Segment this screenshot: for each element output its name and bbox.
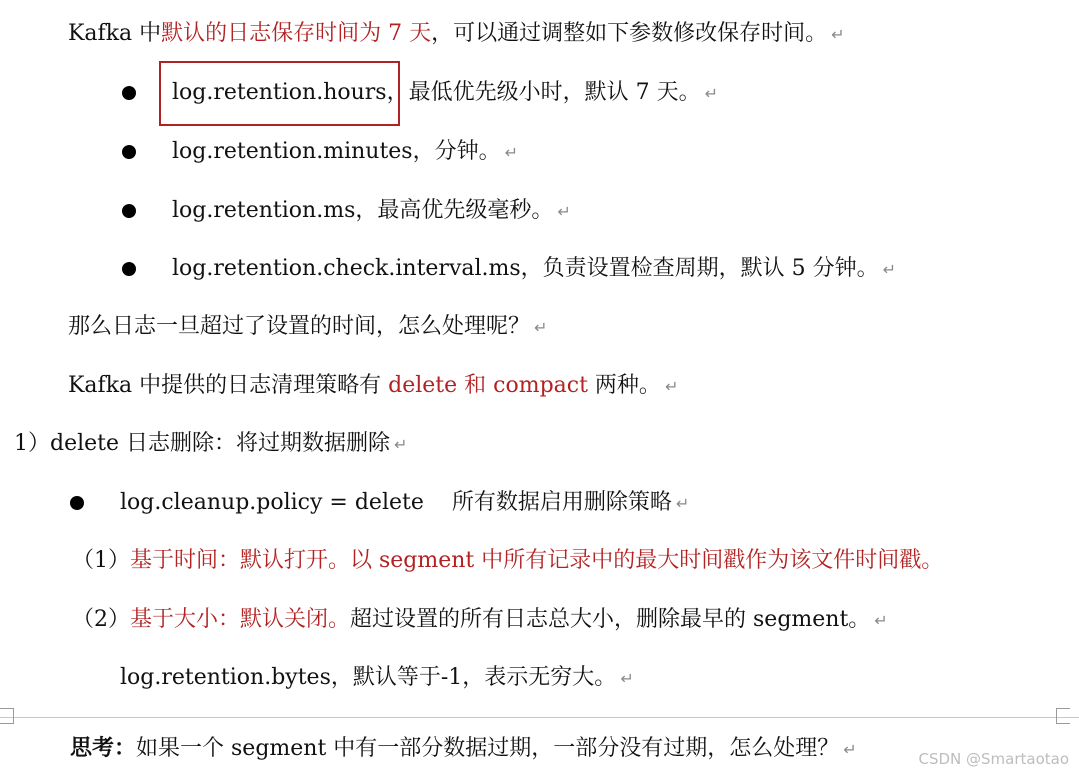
policy-names: delete 和 compact	[388, 373, 588, 398]
bullet-minutes: log.retention.minutes，分钟。 ↵	[172, 139, 519, 164]
question-paragraph: 那么日志一旦超过了设置的时间，怎么处理呢？ ↵	[68, 314, 548, 339]
retention-bytes-line: log.retention.bytes，默认等于-1，表示无穷大。 ↵	[120, 665, 634, 690]
think-paragraph: 思考：如果一个 segment 中有一部分数据过期，一部分没有过期，怎么处理？ ↵	[70, 735, 857, 761]
bullet-icon	[122, 204, 136, 218]
intro-paragraph: Kafka 中默认的日志保存时间为 7 天，可以通过调整如下参数修改保存时间。 ↵	[68, 21, 845, 46]
cleanup-policy-bullet: log.cleanup.policy = delete 所有数据启用删除策略 ↵	[120, 490, 690, 515]
default-retention-highlight: 默认的日志保存时间为 7 天	[161, 21, 432, 46]
page-break-line	[0, 717, 1079, 718]
return-mark: ↵	[831, 25, 845, 44]
policy-paragraph: Kafka 中提供的日志清理策略有 delete 和 compact 两种。 ↵	[68, 373, 679, 398]
size-based-item: （2）基于大小：默认关闭。超过设置的所有日志总大小，删除最早的 segment。 ↵	[72, 607, 888, 632]
bullet-icon	[122, 145, 136, 159]
bullet-check-interval: log.retention.check.interval.ms，负责设置检查周期，默认 5 分钟。 ↵	[172, 256, 897, 281]
delete-heading: 1）delete 日志删除：将过期数据删除 ↵	[14, 431, 408, 456]
bullet-hours: log.retention.hours，最低优先级小时，默认 7 天。 ↵	[172, 80, 719, 105]
bullet-ms: log.retention.ms，最高优先级毫秒。 ↵	[172, 198, 571, 223]
watermark: CSDN @Smartaotao	[918, 750, 1069, 768]
page-corner-mark	[1056, 708, 1070, 724]
bullet-icon	[122, 86, 136, 100]
think-label: 思考：	[70, 735, 137, 761]
bullet-icon	[122, 262, 136, 276]
bullet-icon	[70, 496, 84, 510]
page-corner-mark	[0, 708, 14, 724]
time-based-item: （1）基于时间：默认打开。以 segment 中所有记录中的最大时间戳作为该文件时间戳。	[72, 548, 944, 573]
